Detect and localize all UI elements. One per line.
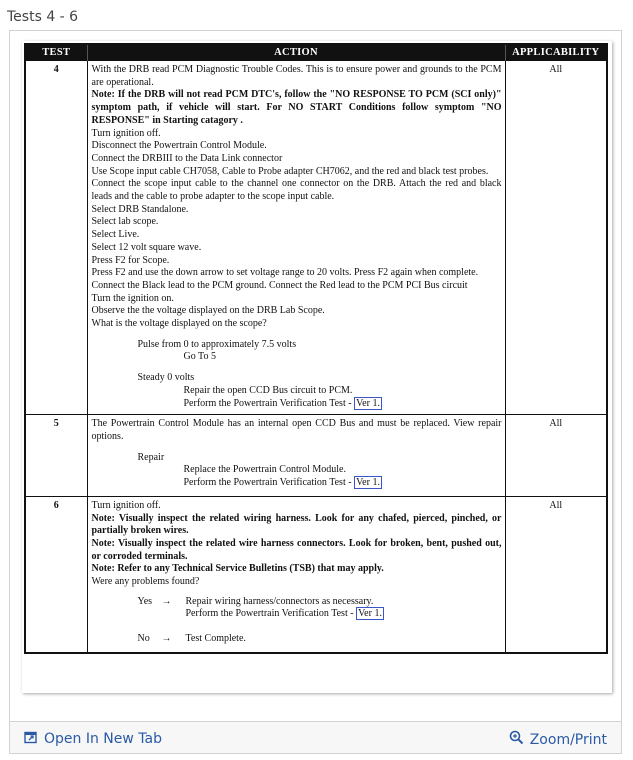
table-row [25,415,607,497]
result-option [138,372,502,410]
result-action: Go To 5 [183,351,216,363]
action-step: Connect the Black lead to the PCM ground. Connect the Red lead to the PCM PCI Bus circuit [91,279,468,291]
header-action: ACTION [87,44,505,61]
action-step: Select lab scope. [91,216,159,228]
result-label: Steady 0 volts [137,372,195,384]
action-cell [87,496,505,653]
action-question: Were any problems found? [91,576,200,588]
page-title: Tests 4 - 6 [7,9,79,25]
action-step: Press F2 and use the down arrow to set voltage range to 20 volts. Press F2 again when complete. [91,267,479,279]
test-number: 5 [25,415,87,497]
result-action: Repair wiring harness/connectors as necessary. [185,595,374,607]
action-note: Note: Visually inspect the related wiring harness. Look for any chafed, pierced, pinched, or partially broken wires. [91,512,502,537]
result-label: Pulse from 0 to approximately 7.5 volts [137,338,297,350]
procedure-table [24,43,608,654]
arrow-icon: → [161,595,172,607]
action-cell [87,61,505,415]
action-step: Turn ignition off. [91,127,161,139]
document-viewer [9,30,622,722]
action-step: Connect the scope input cable to the channel one connector on the DRB. Attach the red and black leads and the cable to probe adapter to the scope input cable. [91,178,502,203]
action-text: With the DRB read PCM Diagnostic Trouble Codes. This is to ensure power and grounds to the PCM are operational. [91,64,502,88]
action-text: The Powertrain Control Module has an internal open CCD Bus and must be replaced. View repair options. [91,418,502,442]
header-applicability: APPLICABILITY [505,44,607,61]
zoom-print-label: Zoom/Print [529,731,607,748]
verification-text: Perform the Powertrain Verification Test - [183,397,355,409]
zoom-icon [509,730,524,749]
action-step: Connect the DRBIII to the Data Link connector [91,152,283,164]
arrow-icon: → [161,633,172,645]
action-note: Note: If the DRB will not read PCM DTC's, follow the "NO RESPONSE TO PCM (SCI only)" symptom path, if vehicle will start. For NO START Conditions follow symptom "NO RESPONSE" in Starting catagory . [91,89,502,126]
action-step: Select Live. [91,229,140,241]
result-label: Yes [137,595,153,607]
action-step: Turn ignition off. [91,499,161,511]
action-step: Select DRB Standalone. [91,203,189,215]
result-label: No [137,633,150,645]
test-number: 4 [25,61,87,415]
ver-1-link[interactable]: Ver 1. [358,608,382,620]
applicability-cell: All [505,61,607,415]
applicability-cell: All [505,415,607,497]
open-in-new-tab-label: Open In New Tab [44,731,162,747]
action-step: Select 12 volt square wave. [91,241,202,253]
action-note: Note: Visually inspect the related wire harness connectors. Look for broken, bent, pushed out, or corroded terminals. [91,537,502,562]
action-step: Turn the ignition on. [91,292,174,304]
result-action: Replace the Powertrain Control Module. [183,464,346,476]
header-test: TEST [25,44,87,61]
result-option [138,596,502,621]
document-image [22,41,612,693]
ver-1-link[interactable]: Ver 1. [356,397,380,409]
open-in-new-tab-link[interactable] [24,730,162,748]
action-step: What is the voltage displayed on the scope? [91,318,267,330]
verification-text: Perform the Powertrain Verification Test - [185,608,357,620]
result-action [184,398,502,411]
test-number: 6 [25,496,87,653]
action-step: Use Scope input cable CH7058, Cable to Probe adapter CH7062, and the red and black test probes. [91,165,489,177]
table-header [25,44,607,61]
action-step: Observe the the voltage displayed on the DRB Lab Scope. [91,305,325,317]
result-option [138,633,502,646]
viewer-footer [9,722,622,754]
action-note: Note: Refer to any Technical Service Bulletins (TSB) that may apply. [91,563,384,575]
result-label: Repair [137,451,165,463]
result-action [186,608,502,621]
zoom-print-link[interactable] [509,730,607,749]
table-row [25,61,607,415]
result-option [138,452,502,490]
action-step: Press F2 for Scope. [91,254,170,266]
new-tab-icon [24,730,38,748]
result-action: Test Complete. [185,633,246,645]
ver-1-link[interactable]: Ver 1. [356,477,380,489]
result-action: Repair the open CCD Bus circuit to PCM. [183,384,353,396]
result-action [184,477,502,490]
action-cell [87,415,505,497]
action-step: Disconnect the Powertrain Control Module. [91,140,267,152]
verification-text: Perform the Powertrain Verification Test - [183,477,355,489]
applicability-cell: All [505,496,607,653]
result-option [138,339,502,364]
table-row [25,496,607,653]
